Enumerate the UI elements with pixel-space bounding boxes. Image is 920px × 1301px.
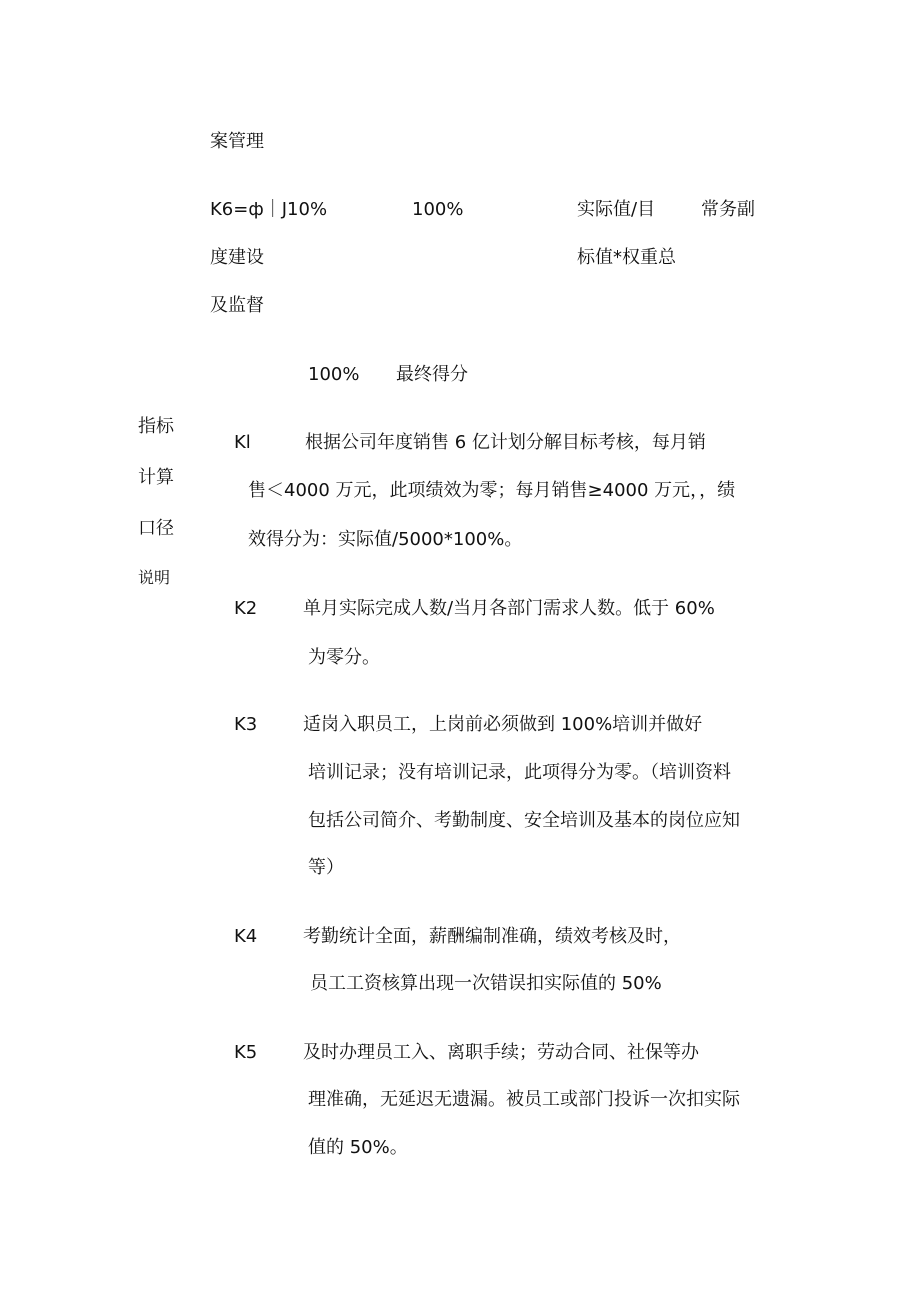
- k6-formula-line2: 标值*权重总: [577, 247, 676, 268]
- item-k4-line2: 员工工资核算出现一次错误扣实际值的 50%: [310, 973, 662, 994]
- k6-desc-line1: 度建设: [210, 247, 264, 268]
- item-k5-line2: 理准确，无延迟无遗漏。被员工或部门投诉一次扣实际: [308, 1089, 740, 1110]
- item-k3-line1: 适岗入职员工，上岗前必须做到 100%培训并做好: [303, 714, 703, 735]
- item-k4-line1: 考勤统计全面，薪酬编制准确，绩效考核及时，: [303, 926, 681, 947]
- side-label-line4: 说明: [138, 568, 171, 587]
- item-k1-line3: 效得分为：实际值/5000*100%。: [248, 529, 523, 550]
- item-k3-line3: 包括公司简介、考勤制度、安全培训及基本的岗位应知: [308, 810, 740, 831]
- item-k5-line3: 值的 50%。: [308, 1137, 408, 1158]
- item-k3-line4: 等）: [308, 857, 344, 878]
- side-label-line1: 指标: [138, 416, 174, 437]
- item-code-k1: Kl: [234, 432, 251, 453]
- k6-owner: 常务副: [701, 199, 755, 220]
- item-k5-line1: 及时办理员工入、离职手续；劳动合同、社保等办: [303, 1042, 699, 1063]
- item-k3-line2: 培训记录；没有培训记录，此项得分为零。（培训资料: [308, 762, 731, 783]
- item-k1-line2: 售＜4000 万元，此项绩效为零；每月销售≥4000 万元，，绩: [248, 480, 736, 501]
- item-k2-line1: 单月实际完成人数/当月各部门需求人数。低于 60%: [303, 598, 715, 619]
- item-code-k2: K2: [234, 598, 258, 619]
- total-weight: 100%: [308, 364, 360, 385]
- side-label-line2: 计算: [138, 467, 174, 488]
- case-management-text: 案管理: [210, 131, 264, 152]
- k6-label: K6=ф｜J10%: [210, 199, 328, 220]
- k6-formula-line1: 实际值/目: [577, 199, 656, 220]
- side-label-line3: 口径: [138, 518, 174, 539]
- item-code-k3: K3: [234, 714, 258, 735]
- k6-desc-line2: 及监督: [210, 295, 264, 316]
- item-k2-line2: 为零分。: [308, 647, 380, 668]
- final-score-label: 最终得分: [396, 364, 468, 385]
- item-code-k5: K5: [234, 1042, 258, 1063]
- item-code-k4: K4: [234, 926, 258, 947]
- k6-weight: 100%: [412, 199, 464, 220]
- item-k1-line1: 根据公司年度销售 6 亿计划分解目标考核，每月销: [305, 432, 706, 453]
